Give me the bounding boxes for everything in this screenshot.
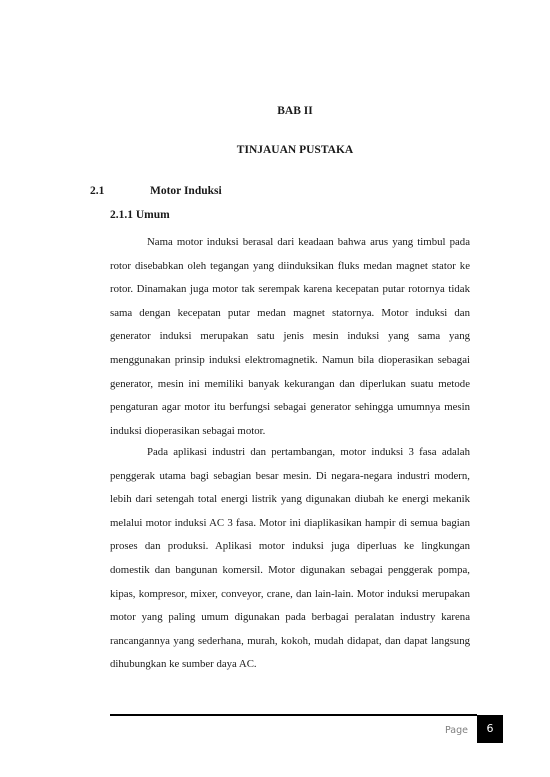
section-number: 2.1 xyxy=(90,185,105,197)
page-number: 6 xyxy=(477,715,503,743)
page-label: Page xyxy=(445,725,468,736)
chapter-number: BAB II xyxy=(277,105,313,117)
section-title: Motor Induksi xyxy=(150,185,222,197)
chapter-title: TINJAUAN PUSTAKA xyxy=(236,144,354,156)
footer-divider xyxy=(110,714,477,716)
subsection-title: 2.1.1 Umum xyxy=(110,209,170,221)
body-paragraph: Nama motor induksi berasal dari keadaan bahwa arus yang timbul pada rotor disebabkan oleh tegangan yang diinduksikan fluks medan magnet stator ke rotor. Dinamakan juga motor tak serempak karena kecepatan putar rotornya tidak sama dengan kecepatan putar medan magnet statornya. Motor induksi dan generator induksi merupakan satu jenis mesin induksi yang sama yang menggunakan prinsip induksi elektromagnetik. Namun bila dioperasikan sebagai generator, mesin ini memiliki banyak kekurangan dan diperlukan suatu metode pengaturan agar motor itu berfungsi sebagai generator sehingga umumnya mesin induksi dioperasikan sebagai motor. xyxy=(110,236,470,437)
body-paragraph: Pada aplikasi industri dan pertambangan, motor induksi 3 fasa adalah penggerak utama bagi sebagian besar mesin. Di negara-negara industri modern, lebih dari setengah total energi listrik yang digunakan diubah ke energi mekanik melalui motor induksi AC 3 fasa. Motor ini diaplikasikan hampir di semua bagian proses dan produksi. Aplikasi motor induksi juga diperluas ke lingkungan domestik dan bangunan komersil. Motor digunakan sebagai penggerak pompa, kipas, kompresor, mixer, conveyor, crane, dan lain-lain. Motor induksi merupakan motor yang paling umum digunakan pada berbagai peralatan industry karena rancangannya yang sederhana, murah, kokoh, mudah didapat, dan dapat langsung dihubungkan ke sumber daya AC. xyxy=(110,446,470,671)
